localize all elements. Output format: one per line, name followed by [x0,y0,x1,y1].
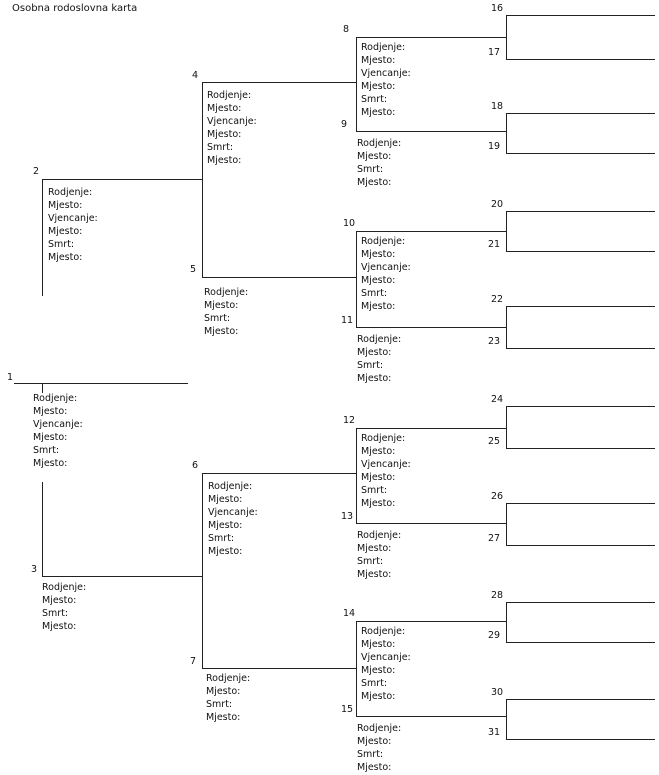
connector-12-13 [356,428,357,523]
connector-10-11 [356,231,357,327]
death-label: Smrt: [33,445,60,456]
marriage-label: Vjencanje: [33,419,83,430]
death-place-label: Mjesto: [357,373,392,384]
person-number-15: 15 [341,704,354,715]
birth-place-label: Mjesto: [42,595,77,606]
death-place-label: Mjesto: [33,458,68,469]
person-number-27: 27 [488,533,501,544]
death-label: Smrt: [361,678,388,689]
birth-place-label: Mjesto: [357,736,392,747]
person-4-line [202,82,356,83]
person-number-18: 18 [491,101,504,112]
person-number-31: 31 [488,727,501,738]
connector-24-25 [506,406,507,448]
death-label: Smrt: [357,360,384,371]
death-label: Smrt: [208,533,235,544]
marriage-place-label: Mjesto: [207,129,242,140]
person-15-fields [357,722,401,774]
birth-place-label: Mjesto: [206,686,241,697]
birth-label: Rodjenje: [207,90,252,101]
person-number-5: 5 [190,264,197,275]
person-number-2: 2 [33,166,40,177]
person-number-6: 6 [192,460,199,471]
person-19-line [506,153,655,154]
birth-place-label: Mjesto: [361,639,396,650]
person-number-28: 28 [491,590,504,601]
person-10-fields [361,235,411,313]
person-31-line [506,739,655,740]
person-26-line [506,503,655,504]
death-label: Smrt: [361,288,388,299]
chart-title: Osobna rodoslovna karta [12,3,138,14]
marriage-place-label: Mjesto: [361,665,396,676]
person-number-25: 25 [488,436,501,447]
person-3-fields [42,581,86,633]
death-label: Smrt: [357,556,384,567]
person-6-fields [208,480,258,558]
person-11-line [356,327,506,328]
person-7-line [202,668,356,669]
birth-place-label: Mjesto: [357,151,392,162]
connector-18-19 [506,113,507,153]
person-14-fields [361,625,411,703]
death-place-label: Mjesto: [208,546,243,557]
person-number-11: 11 [341,315,354,326]
person-number-22: 22 [491,294,504,305]
death-label: Smrt: [361,94,388,105]
birth-place-label: Mjesto: [361,55,396,66]
birth-label: Rodjenje: [357,723,402,734]
person-4-fields [207,89,257,167]
person-5-line [202,277,356,278]
connector-28-29 [506,602,507,642]
birth-label: Rodjenje: [361,42,406,53]
connector-26-27 [506,503,507,545]
death-place-label: Mjesto: [206,712,241,723]
death-label: Smrt: [204,313,231,324]
person-13-line [356,523,506,524]
connector-30-31 [506,699,507,739]
person-number-17: 17 [488,47,501,58]
person-18-line [506,113,655,114]
person-3-line [42,576,202,577]
connector-20-21 [506,211,507,251]
person-9-line [356,131,506,132]
birth-place-label: Mjesto: [48,200,83,211]
birth-place-label: Mjesto: [357,543,392,554]
person-15-line [356,716,506,717]
person-number-9: 9 [341,119,348,130]
person-number-29: 29 [488,630,501,641]
birth-place-label: Mjesto: [207,103,242,114]
person-number-7: 7 [190,656,197,667]
person-number-19: 19 [488,141,501,152]
birth-label: Rodjenje: [361,626,406,637]
death-label: Smrt: [361,485,388,496]
death-place-label: Mjesto: [357,762,392,773]
person-14-line [356,621,506,622]
connector-22-23 [506,306,507,348]
marriage-label: Vjencanje: [361,262,411,273]
connector-2 [42,179,43,296]
person-number-4: 4 [192,70,199,81]
death-place-label: Mjesto: [204,326,239,337]
person-20-line [506,211,655,212]
person-10-line [356,231,506,232]
death-place-label: Mjesto: [361,107,396,118]
marriage-place-label: Mjesto: [33,432,68,443]
person-number-8: 8 [343,24,350,35]
marriage-label: Vjencanje: [48,213,98,224]
marriage-place-label: Mjesto: [48,226,83,237]
birth-label: Rodjenje: [357,530,402,541]
birth-label: Rodjenje: [357,334,402,345]
birth-place-label: Mjesto: [361,446,396,457]
person-1-line [14,383,188,384]
birth-label: Rodjenje: [42,582,87,593]
person-number-16: 16 [491,3,504,14]
birth-label: Rodjenje: [48,187,93,198]
person-25-line [506,448,655,449]
birth-label: Rodjenje: [357,138,402,149]
death-label: Smrt: [206,699,233,710]
person-number-26: 26 [491,491,504,502]
birth-place-label: Mjesto: [204,300,239,311]
death-place-label: Mjesto: [357,569,392,580]
connector-16-17 [506,15,507,59]
person-number-23: 23 [488,336,501,347]
birth-place-label: Mjesto: [357,347,392,358]
marriage-label: Vjencanje: [361,459,411,470]
death-place-label: Mjesto: [48,252,83,263]
person-number-3: 3 [31,564,38,575]
connector-3 [42,482,43,576]
person-8-line [356,37,506,38]
person-number-20: 20 [491,199,504,210]
person-number-1: 1 [7,372,14,383]
death-place-label: Mjesto: [361,301,396,312]
person-21-line [506,251,655,252]
person-6-line [202,473,356,474]
marriage-place-label: Mjesto: [361,472,396,483]
marriage-place-label: Mjesto: [208,520,243,531]
person-12-fields [361,432,411,510]
connector-4-5 [202,82,203,277]
person-number-30: 30 [491,687,504,698]
birth-place-label: Mjesto: [208,494,243,505]
marriage-label: Vjencanje: [208,507,258,518]
death-place-label: Mjesto: [42,621,77,632]
marriage-place-label: Mjesto: [361,81,396,92]
marriage-label: Vjencanje: [207,116,257,127]
person-28-line [506,602,655,603]
person-11-fields [357,333,401,385]
person-1-fields [33,392,83,470]
death-place-label: Mjesto: [207,155,242,166]
birth-label: Rodjenje: [208,481,253,492]
person-7-fields [206,672,250,724]
birth-place-label: Mjesto: [33,406,68,417]
death-label: Smrt: [357,749,384,760]
marriage-label: Vjencanje: [361,68,411,79]
death-label: Smrt: [48,239,75,250]
person-number-24: 24 [491,394,504,405]
person-8-fields [361,41,411,119]
person-number-14: 14 [343,608,356,619]
birth-place-label: Mjesto: [361,249,396,260]
birth-label: Rodjenje: [33,393,78,404]
connector-14-15 [356,621,357,716]
person-29-line [506,642,655,643]
person-number-13: 13 [341,511,354,522]
person-16-line [506,15,655,16]
death-label: Smrt: [42,608,69,619]
birth-label: Rodjenje: [206,673,251,684]
person-22-line [506,306,655,307]
death-place-label: Mjesto: [361,498,396,509]
person-number-12: 12 [343,415,356,426]
person-5-fields [204,286,248,338]
person-23-line [506,348,655,349]
death-label: Smrt: [357,164,384,175]
death-place-label: Mjesto: [361,691,396,702]
person-2-line [42,179,202,180]
person-number-10: 10 [343,218,356,229]
connector-8-9 [356,37,357,131]
person-13-fields [357,529,401,581]
birth-label: Rodjenje: [361,236,406,247]
person-24-line [506,406,655,407]
person-2-fields [48,186,98,264]
birth-label: Rodjenje: [361,433,406,444]
person-9-fields [357,137,401,189]
birth-label: Rodjenje: [204,287,249,298]
death-place-label: Mjesto: [357,177,392,188]
person-12-line [356,428,506,429]
person-27-line [506,545,655,546]
marriage-place-label: Mjesto: [361,275,396,286]
person-number-21: 21 [488,239,501,250]
marriage-label: Vjencanje: [361,652,411,663]
connector-6-7 [202,473,203,668]
person-17-line [506,59,655,60]
death-label: Smrt: [207,142,234,153]
person-30-line [506,699,655,700]
